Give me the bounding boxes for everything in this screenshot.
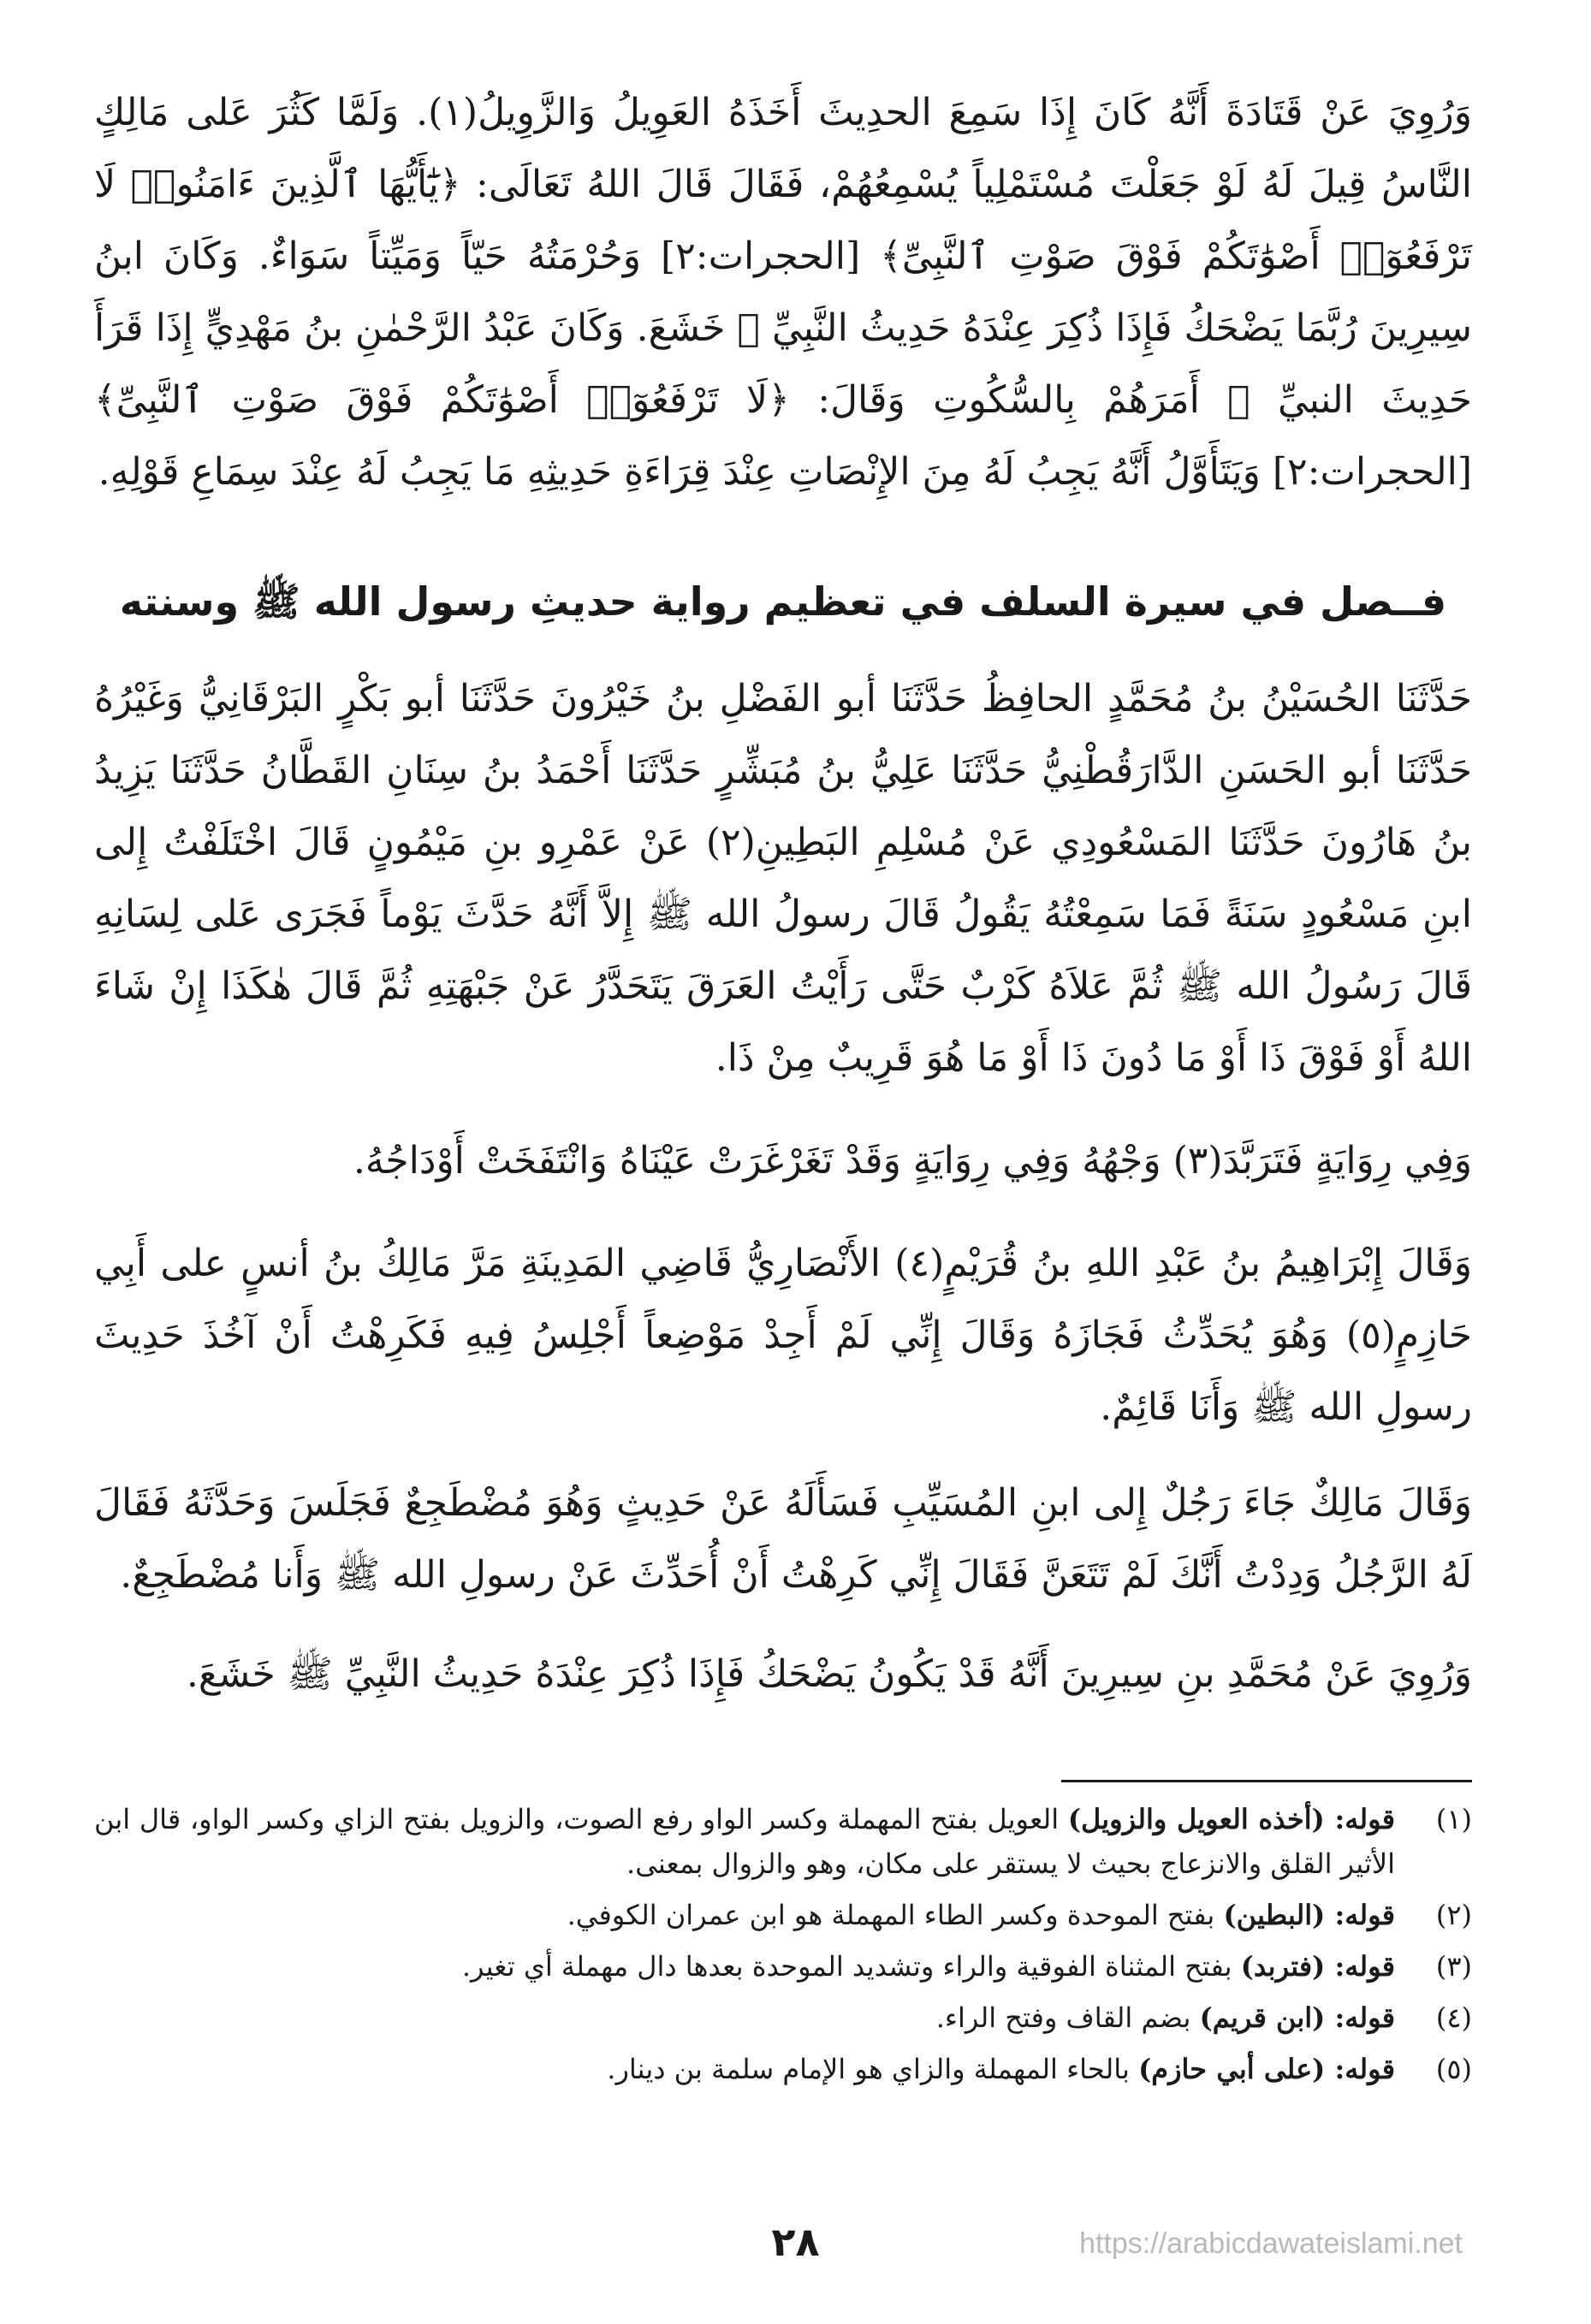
footnotes-list bbox=[94, 1797, 1472, 2098]
footnote-number: (٣) bbox=[1435, 1950, 1472, 1983]
paragraph-riwaya: وَفِي رِوَايَةٍ فَتَرَبَّدَ(٣) وَجْهُهُ وَفِي رِوَايَةٍ وَقَدْ تَغَرْغَرَتْ عَيْنَاهُ وَانْتَفَخَتْ أَوْدَاجُهُ. bbox=[353, 1139, 1472, 1183]
paragraph-ibn-sirin: وَرُوِيَ عَنْ مُحَمَّدِ بنِ سِيرِينَ أَنَّهُ قَدْ يَكُونُ يَضْحَكُ فَإِذَا ذُكِرَ عِنْدَهُ حَدِيثُ النَّبِيِّ ﷺ خَشَعَ. bbox=[186, 1652, 1472, 1696]
footnote-number: (٢) bbox=[1435, 1899, 1472, 1931]
page-number: ٢٨ bbox=[771, 2219, 820, 2265]
footnote-divider bbox=[1061, 1780, 1472, 1782]
footnote-lead: قوله: (أخذه العويل والزويل) bbox=[1067, 1803, 1396, 1835]
footnote-item bbox=[94, 2047, 1472, 2091]
footnote-body bbox=[94, 1944, 1395, 1989]
footnote-lead: قوله: (على أبي حازم) bbox=[1138, 2053, 1395, 2085]
footnote-text: بفتح المثناة الفوقية والراء وتشديد الموحدة بعدها دال مهملة أي تغير. bbox=[461, 1950, 1241, 1983]
footnote-lead: قوله: (فتربد) bbox=[1240, 1950, 1395, 1983]
paragraph-hadith-chain: حَدَّثَنَا الحُسَيْنُ بنُ مُحَمَّدٍ الحافِظُ حَدَّثَنَا أبو الفَضْلِ بنُ خَيْرُونَ حَدَّثَنَا أبو بَكْرٍ البَرْقَانِيُّ وَغَيْرُهُ حَدَّثَنَا أبو الحَسَنِ الدَّارَقُطْنِيُّ حَدَّثَنَا عَلِيُّ بنُ مُبَشِّرٍ حَدَّثَنَا أَحْمَدُ بنُ سِنَانِ القَطَّانُ حَدَّثَنَا يَزِيدُ بنُ هَارُونَ حَدَّثَنَا المَسْعُودِي عَنْ مُسْلِمِ البَطِينِ(٢) عَنْ عَمْرِو بنِ مَيْمُونٍ قَالَ اخْتَلَفْتُ إِلى ابنِ مَسْعُودٍ سَنَةً فَمَا سَمِعْتُهُ يَقُولُ قَالَ رسولُ الله ﷺ إِلاَّ أَنَّهُ حَدَّثَ يَوْماً فَجَرَى عَلى لِسَانِهِ قَالَ رَسُولُ الله ﷺ ثُمَّ عَلاَهُ كَرْبٌ حَتَّى رَأَيْتُ العَرَقَ يَتَحَدَّرُ عَنْ جَبْهَتِهِ ثُمَّ قَالَ هٰكَذَا إِنْ شَاءَ اللهُ أَوْ فَوْقَ ذَا أَوْ مَا دُونَ ذَا أَوْ مَا هُوَ قَرِيبٌ مِنْ ذَا. bbox=[94, 677, 1472, 1080]
footnote-item bbox=[94, 1893, 1472, 1937]
footnote-number: (٥) bbox=[1435, 2053, 1472, 2085]
footnote-text: بفتح الموحدة وكسر الطاء المهملة هو ابن عمران الكوفي. bbox=[567, 1899, 1224, 1931]
footnote-text: بالحاء المهملة والزاي هو الإمام سلمة بن دينار. bbox=[607, 2053, 1139, 2085]
footnote-body bbox=[94, 1797, 1395, 1886]
footnote-item bbox=[94, 1995, 1472, 2040]
footnote-body bbox=[94, 2047, 1395, 2091]
footnote-text: بضم القاف وفتح الراء. bbox=[935, 2001, 1200, 2034]
footnote-body bbox=[94, 1893, 1395, 1937]
footnote-lead: قوله: (البطين) bbox=[1223, 1899, 1395, 1931]
footnote-body bbox=[94, 1995, 1395, 2040]
paragraph-malik-ibn-musayyib: وَقَالَ مَالِكٌ جَاءَ رَجُلٌ إِلى ابنِ المُسَيِّبِ فَسَأَلَهُ عَنْ حَدِيثٍ وَهُوَ مُضْطَجِعٌ فَجَلَسَ وَحَدَّثَهُ فَقَالَ لَهُ الرَّجُلُ وَدِدْتُ أَنَّكَ لَمْ تَتَعَنَّ فَقَالَ إِنِّي كَرِهْتُ أَنْ أُحَدِّثَ عَنْ رسولِ الله ﷺ وَأَنا مُضْطَجِعٌ. bbox=[94, 1481, 1472, 1597]
footnote-number: (١) bbox=[1435, 1803, 1472, 1835]
paragraph-ibrahim: وَقَالَ إِبْرَاهِيمُ بنُ عَبْدِ اللهِ بنُ قُرَيْمٍ(٤) الأَنْصَارِيُّ قَاضِي المَدِينَةِ مَرَّ مَالِكُ بنُ أنسٍ على أَبِي حَازِمٍ(٥) وَهُوَ يُحَدِّثُ فَجَازَهُ وَقَالَ إِنِّي لَمْ أَجِدْ مَوْضِعاً أَجْلِسُ فِيهِ فَكَرِهْتُ أَنْ آخُذَ حَدِيثَ رسولِ الله ﷺ وَأَنَا قَائِمٌ. bbox=[94, 1242, 1472, 1429]
footnote-item bbox=[94, 1944, 1472, 1989]
footnote-lead: قوله: (ابن قريم) bbox=[1199, 2001, 1395, 2034]
watermark-url: https://arabicdawateislami.net bbox=[1079, 2227, 1463, 2260]
paragraph-qatada-malik: وَرُوِيَ عَنْ قَتَادَةَ أَنَّهُ كَانَ إِذَا سَمِعَ الحدِيثَ أَخَذَهُ العَوِيلُ وَالزَّوِيلُ(١). وَلَمَّا كَثُرَ عَلى مَالِكٍ النَّاسُ قِيلَ لَهُ لَوْ جَعَلْتَ مُسْتَمْلِياً يُسْمِعُهُمْ، فَقَالَ قَالَ اللهُ تَعَالَى: ﴿يَٰٓأَيُّهَا ٱلَّذِينَ ءَامَنُوا۟ لَا تَرْفَعُوٓا۟ أَصْوَٰتَكُمْ فَوْقَ صَوْتِ ٱلنَّبِىِّ﴾ [الحجرات:٢] وَحُرْمَتُهُ حَيّاً وَمَيِّتاً سَوَاءٌ. وَكَانَ ابنُ سِيرِينَ رُبَّمَا يَضْحَكُ فَإِذَا ذُكِرَ عِنْدَهُ حَدِيثُ النَّبِيِّ ﷺ خَشَعَ. وَكَانَ عَبْدُ الرَّحْمٰنِ بنُ مَهْدِيٍّ إِذَا قَرَأَ حَدِيثَ النبيِّ ﷺ أَمَرَهُمْ بِالسُّكُوتِ وَقَالَ: ﴿لَا تَرْفَعُوٓا۟ أَصْوَٰتَكُمْ فَوْقَ صَوْتِ ٱلنَّبِىِّ﴾ [الحجرات:٢] وَيَتَأَوَّلُ أَنَّهُ يَجِبُ لَهُ مِنَ الإِنْصَاتِ عِنْدَ قِرَاءَةِ حَدِيثِهِ مَا يَجِبُ لَهُ عِنْدَ سِمَاعِ قَوْلِهِ. bbox=[94, 91, 1473, 494]
footnote-number: (٤) bbox=[1435, 2001, 1472, 2034]
section-heading: فــصل في سيرة السلف في تعظيم رواية حديثِ رسول الله ﷺ وسنته bbox=[119, 578, 1447, 625]
footnote-text: العويل بفتح المهملة وكسر الواو رفع الصوت، والزويل بفتح الزاي وكسر الواو، قال ابن الأثير القلق والانزعاج بحيث لا يستقر على مكان، وهو والزوال بمعنى. bbox=[94, 1803, 1395, 1880]
footnote-item bbox=[94, 1797, 1472, 1886]
